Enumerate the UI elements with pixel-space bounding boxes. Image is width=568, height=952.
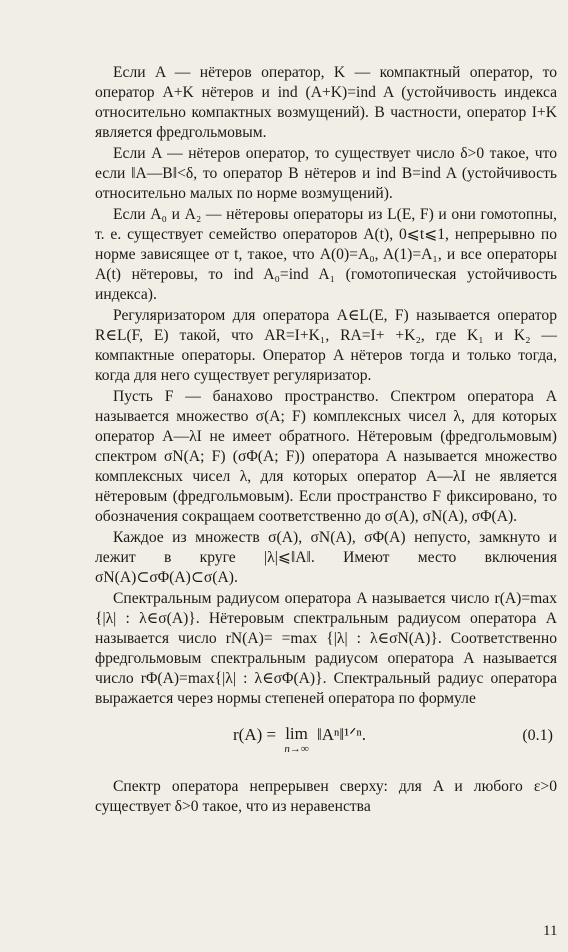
formula-limit xyxy=(284,725,308,755)
paragraph-small-perturbation: Если A — нётеров оператор, то существует число δ>0 такое, что если ‖A—B‖<δ, то оператор B нётеров и ind B=ind A (устойчивость относительно малых по норме возмущений). xyxy=(95,145,557,202)
paragraph-spectral-radius: Спектральным радиусом оператора A называется число r(A)=max {|λ| : λ∈σ(A)}. Нётеровым спектральным радиусом оператора A называется число rN(A)= =max {|λ| : λ∈σN(A)}. Соответственно фредгольмовым спектральным радиусом оператора A называется число rΦ(A)=max{|λ| : λ∈σΦ(A)}. Спектральный радиус оператора выражается через нормы степеней оператора по формуле xyxy=(95,590,557,707)
formula-spectral-radius xyxy=(95,713,557,771)
paragraph-spectrum-inclusions: Каждое из множеств σ(A), σN(A), σΦ(A) непусто, замкнуто и лежит в круге |λ|⩽‖A‖. Имеют место включения σN(A)⊂σΦ(A)⊂σ(A). xyxy=(95,529,557,586)
formula-body xyxy=(233,725,366,755)
paragraph-homotopy-stability: Если A₀ и A₂ — нётеровы операторы из L(E, F) и они гомотопны, т. е. существует семейство операторов A(t), 0⩽t⩽1, непрерывно по норме зависящее от t, такое, что A(0)=A₀, A(1)=A₁, и все операторы A(t) нётеровы, то ind A₀=ind A₁ (гомотопическая устойчивость индекса). xyxy=(95,206,557,303)
formula-rhs: ‖Aⁿ‖¹ᐟⁿ. xyxy=(316,725,367,744)
paragraph-spectrum-definitions: Пусть F — банахово пространство. Спектром оператора A называется множество σ(A; F) комплексных чисел λ, для которых оператор A—λI не имеет обратного. Нётеровым (фредгольмовым) спектром σN(A; F) (σΦ(A; F)) оператора A называется множество комплексных чисел λ, для которых оператор A—λI не является нётеровым (фредгольмовым). Если пространство F фиксировано, то обозначения сокращаем соответственно до σ(A), σN(A), σΦ(A). xyxy=(95,388,557,525)
paragraph-compact-perturbation: Если A — нётеров оператор, K — компактный оператор, то оператор A+K нётеров и ind (A+K)=ind A (устойчивость индекса относительно компактных возмущений). В частности, оператор I+K является фредгольмовым. xyxy=(95,64,557,141)
page-number: 11 xyxy=(543,923,558,939)
paragraph-regularizer: Регуляризатором для оператора A∈L(E, F) называется оператор R∈L(F, E) такой, что AR=I+K₁, RA=I+ +K₂, где K₁ и K₂ — компактные операторы. Оператор A нётеров тогда и только тогда, когда для него существует регуляризатор. xyxy=(95,307,557,384)
equation-number: (0.1) xyxy=(522,727,553,744)
formula-lim-word: lim xyxy=(285,724,308,743)
formula-lim-subscript: n→∞ xyxy=(284,743,309,755)
formula-lhs: r(A) = xyxy=(233,725,277,744)
paragraph-upper-continuity: Спектр оператора непрерывен сверху: для A и любого ε>0 существует δ>0 такое, что из неравенства xyxy=(95,778,557,815)
body-text xyxy=(95,63,557,817)
